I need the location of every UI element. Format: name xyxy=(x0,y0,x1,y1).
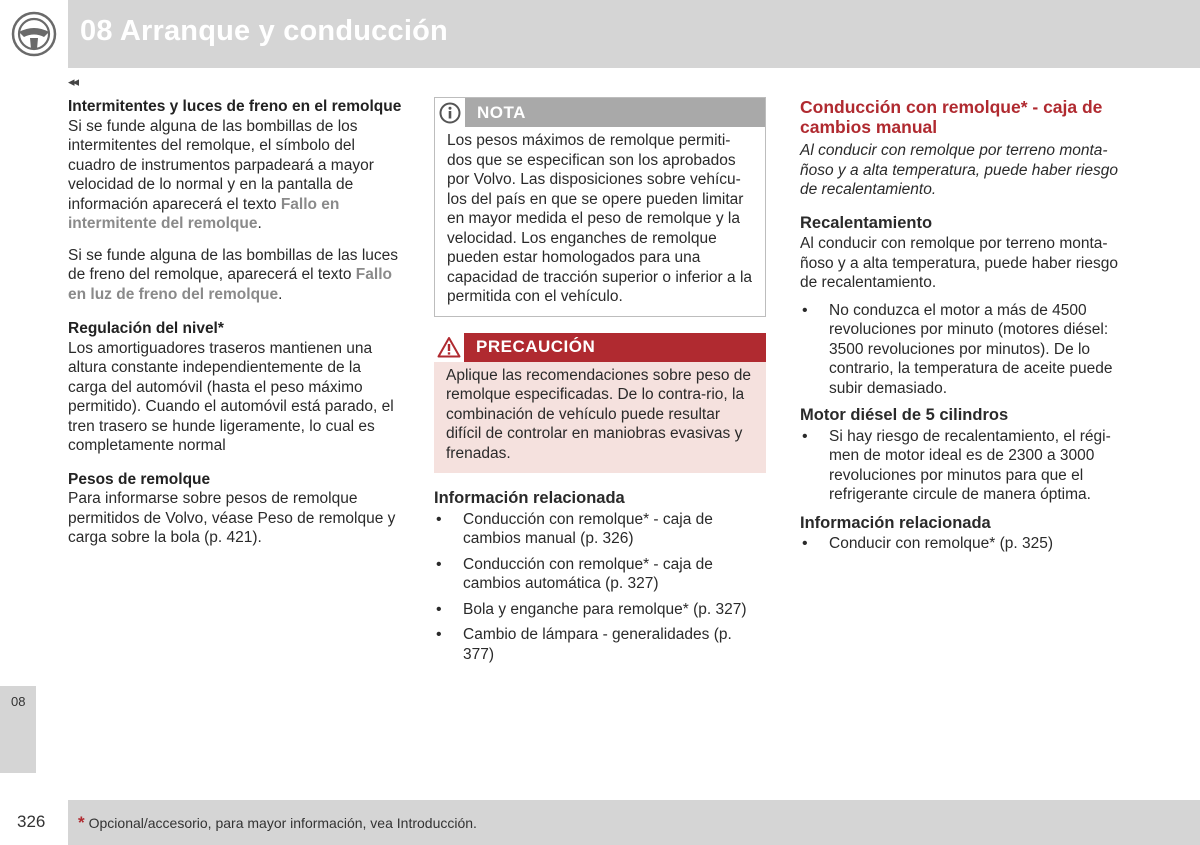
nota-header xyxy=(435,98,765,127)
nota-label: NOTA xyxy=(477,102,526,122)
paragraph-text: . xyxy=(257,215,262,232)
column-right xyxy=(800,97,1135,560)
precaucion-text: Aplique las recomendaciones sobre peso de remolque especificadas. De lo contra-rio, la combinación de vehículo puede resultar difícil de controlar en maniobras evasivas y frenadas. xyxy=(434,362,766,474)
motor-diesel-list xyxy=(800,427,1135,505)
subsection-title-motor-diesel: Motor diésel de 5 cilindros xyxy=(800,406,1009,424)
nota-icon-box xyxy=(435,98,465,127)
related-link[interactable]: • Conducir con remolque* (p. 325) xyxy=(800,534,1135,554)
footer-note-text: Opcional/accesorio, para mayor información, vea Introducción. xyxy=(88,815,477,831)
nota-box xyxy=(434,97,766,317)
subsection-title-recalentamiento: Recalentamiento xyxy=(800,213,933,232)
paragraph-intermitentes xyxy=(68,117,403,234)
info-icon xyxy=(439,102,461,124)
header-icon-box xyxy=(0,0,68,68)
paragraph-text: Si se funde alguna de las bombillas de las luces de freno del remolque, aparecerá el texto xyxy=(68,246,399,283)
precaucion-header xyxy=(434,333,766,362)
paragraph-recalentamiento: Al conducir con remolque por terreno monta-ñoso y a alta temperatura, puede haber riesgo de recalentamiento. xyxy=(800,235,1118,291)
related-info-title: Información relacionada xyxy=(800,513,991,532)
paragraph-text: Si se funde alguna de las bombillas de los intermitentes del remolque, el símbolo del cuadro de instrumentos parpadeará a mayor velocidad de lo normal y en la pantalla de información aparecerá el texto xyxy=(68,117,374,213)
paragraph-luz-freno xyxy=(68,246,403,305)
column-middle xyxy=(434,97,766,670)
related-info-list xyxy=(434,510,766,665)
related-link[interactable]: • Conducción con remolque* - caja de cambios automática (p. 327) xyxy=(434,555,766,594)
page-footer xyxy=(68,800,1200,845)
message-fallo-intermitente: Fallo en intermitente del remolque xyxy=(68,195,340,232)
message-fallo-luz-freno: Fallo en luz de freno del remolque xyxy=(68,266,392,303)
section-title-regulacion-nivel: Regulación del nivel* xyxy=(68,320,224,337)
footer-note xyxy=(78,813,477,833)
related-link[interactable]: • Conducción con remolque* - caja de cambios manual (p. 326) xyxy=(434,510,766,549)
section-title-intermitentes: Intermitentes y luces de freno en el remolque xyxy=(68,98,402,115)
chapter-side-tab xyxy=(0,686,36,773)
nota-text: Los pesos máximos de remolque permiti-dos que se especifican son los aprobados por Volvo. Las disposiciones sobre vehícu-los del país en que se opere pueden limitar en mayor medida el peso de remolque y la velocidad. Los enganches de remolque pueden estar homologados para una capacidad de tracción superior o inferior a la permitida con el vehículo. xyxy=(435,127,765,316)
section-title-conduccion-remolque: Conducción con remolque* - caja de cambios manual xyxy=(800,97,1103,137)
paragraph-pesos-remolque: Para informarse sobre pesos de remolque permitidos de Volvo, véase Peso de remolque y carga sobre la bola (p. 421). xyxy=(68,490,396,546)
recalentamiento-list xyxy=(800,301,1135,399)
back-navigation-link[interactable]: ◂◂ xyxy=(68,74,78,89)
precaucion-label: PRECAUCIÓN xyxy=(476,337,596,357)
steering-wheel-icon xyxy=(10,10,58,58)
precaucion-icon-box xyxy=(434,333,464,362)
page-number: 326 xyxy=(17,812,46,831)
related-link[interactable]: • Cambio de lámpara - generalidades (p. 377) xyxy=(434,625,766,664)
paragraph-regulacion-nivel: Los amortiguadores traseros mantienen una altura constante independientemente de la carga del automóvil (hasta el peso máximo permitido). Cuando el automóvil está parado, el tren trasero se hunde ligeramente, lo cual es completamente normal xyxy=(68,339,394,454)
asterisk-mark: * xyxy=(78,813,85,832)
chapter-title: 08 Arranque y conducción xyxy=(80,15,448,47)
chapter-number: 08 xyxy=(11,694,26,709)
list-item: • No conduzca el motor a más de 4500 revoluciones por minuto (motores diésel: 3500 revoluciones por minutos). De lo contrario, la temperatura de aceite puede subir demasiado. xyxy=(800,301,1135,399)
section-title-pesos-remolque: Pesos de remolque xyxy=(68,470,211,488)
warning-triangle-icon xyxy=(437,336,461,358)
column-left xyxy=(68,97,403,560)
related-info-title: Información relacionada xyxy=(434,489,625,507)
precaucion-box xyxy=(434,333,766,474)
related-link[interactable]: • Bola y enganche para remolque* (p. 327) xyxy=(434,600,766,620)
intro-text: Al conducir con remolque por terreno monta-ñoso y a alta temperatura, puede haber riesgo de recalentamiento. xyxy=(800,142,1118,198)
list-item: • Si hay riesgo de recalentamiento, el régi-men de motor ideal es de 2300 a 3000 revoluciones por minutos para que el refrigerante circule de manera óptima. xyxy=(800,427,1135,505)
paragraph-text: . xyxy=(278,285,283,303)
page-header xyxy=(0,0,1200,68)
related-info-list xyxy=(800,534,1135,554)
